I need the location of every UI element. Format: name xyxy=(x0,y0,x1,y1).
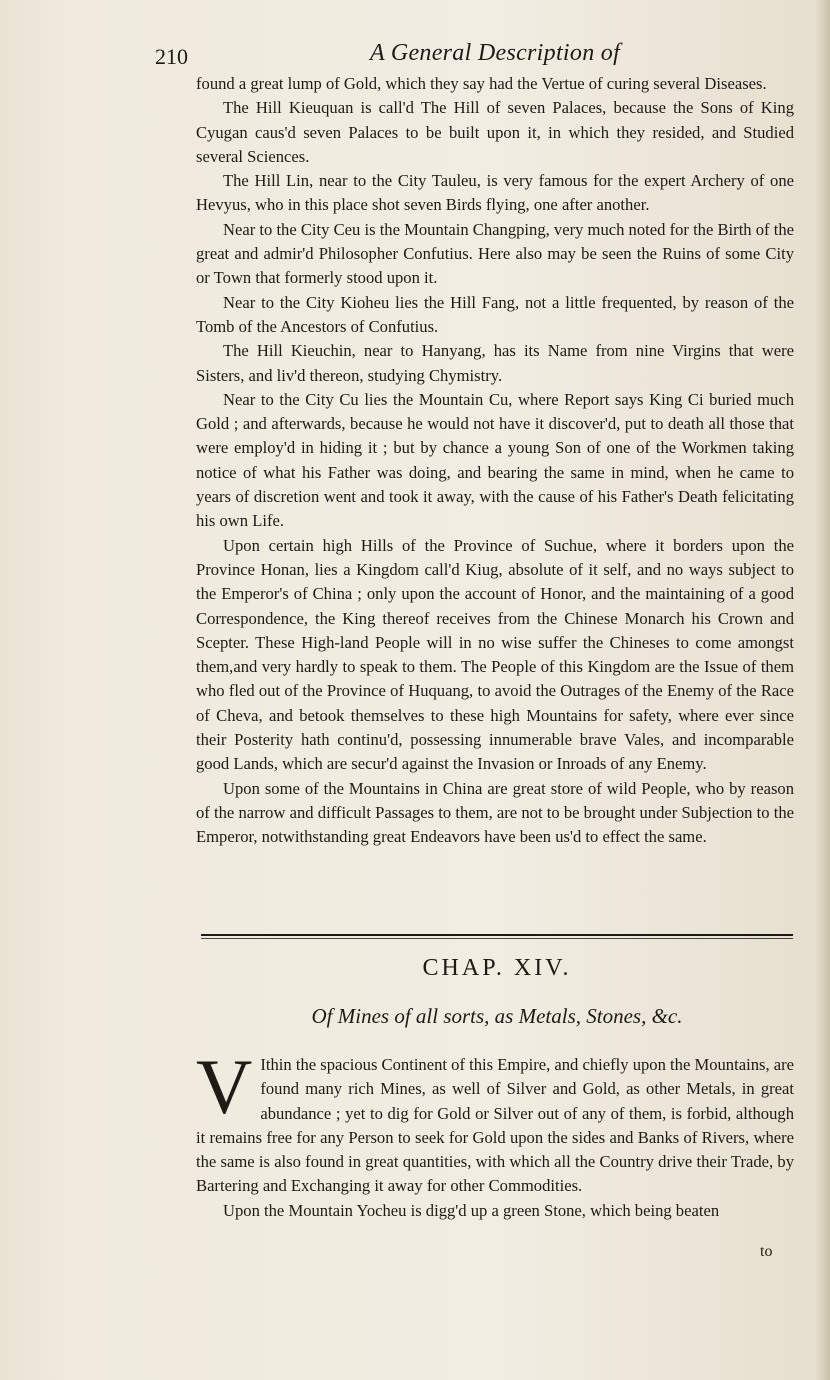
paragraph: The Hill Kieuchin, near to Hanyang, has its Name from nine Virgins that were Sisters, and liv'd thereon, studying Chymistry. xyxy=(196,341,794,385)
paragraph: Near to the City Ceu is the Mountain Changping, very much noted for the Birth of the great and admir'd Philosopher Confutius. Here also may be seen the Ruins of some City or Town that formerly stood upon it. xyxy=(196,219,794,288)
page-header xyxy=(155,40,795,76)
page-number: 210 xyxy=(155,44,188,69)
body-text xyxy=(196,72,794,850)
paragraph: Upon certain high Hills of the Province of Suchue, where it borders upon the Province Honan, lies a Kingdom call'd Kiug, absolute of it self, and no ways subject to the Emperor's of China ; only upon the account of Honor, and the maintaining of a good Correspondence, the King thereof receives from the Chinese Monarch his Crown and Scepter. These High-land People will in no wise suffer the Chineses to come amongst them,and very hardly to speak to them. The People of this Kingdom are the Issue of them who fled out of the Province of Huquang, to avoid the Outrages of the Enemy of the Race of Cheva, and betook themselves to these high Mountains for safety, where ever since their Posterity hath continu'd, possessing innumerable brave Vales, and incomparable good Lands, which are secur'd against the Invasion or Inroads of any Enemy. xyxy=(196,535,794,774)
drop-cap: V xyxy=(196,1043,253,1130)
chapter-first-paragraph-text: Ithin the spacious Continent of this Empire, and chiefly upon the Mountains, are found many rich Mines, as well of Silver and Gold, as other Metals, in great abundance ; yet to dig for Gold or Silver out of any of them, is forbid, although it remains free for any Person to seek for Gold upon the sides and Banks of Rivers, where the same is also found in great quantities, with which all the Country drive their Trade, by Bartering and Exchanging it away for other Commodities. xyxy=(196,1055,795,1196)
running-title: A General Description of xyxy=(370,40,621,66)
paragraph: found a great lump of Gold, which they say had the Vertue of curing several Diseases. xyxy=(196,74,767,93)
chapter-heading: CHAP. XIV. xyxy=(422,955,572,981)
catchword: to xyxy=(760,1243,773,1260)
paragraph: Near to the City Cu lies the Mountain Cu, where Report says King Ci buried much Gold ; and afterwards, because he would not have it discover'd, put to death all those that were employ'd in hiding it ; but by chance a young Son of one of the Workmen taking notice of what his Father was doing, and bearing the same in mind, when he came to years of discretion went and took it away, with the cause of his Father's Death felicitating his own Life. xyxy=(196,389,794,531)
chapter-first-paragraph xyxy=(196,1043,795,1199)
paragraph: Near to the City Kioheu lies the Hill Fang, not a little frequented, by reason of the Tomb of the Ancestors of Confutius. xyxy=(196,292,794,336)
page-gutter xyxy=(816,0,830,1380)
chapter-text xyxy=(196,1043,795,1223)
paragraph: The Hill Lin, near to the City Tauleu, is very famous for the expert Archery of one Hevyus, who in this place shot seven Birds flying, one after another. xyxy=(196,171,794,215)
paragraph: Upon some of the Mountains in China are great store of wild People, who by reason of the narrow and difficult Passages to them, are not to be brought under Subjection to the Emperor, notwithstanding great Endeavors have been us'd to effect the same. xyxy=(196,778,794,847)
section-rule xyxy=(201,934,793,936)
chapter-subtitle: Of Mines of all sorts, as Metals, Stones, &c. xyxy=(311,1004,683,1028)
paragraph: The Hill Kieuquan is call'd The Hill of seven Palaces, because the Sons of King Cyugan caus'd seven Palaces to be built upon it, in which they resided, and Studied several Sciences. xyxy=(196,98,794,166)
section-rule-thin xyxy=(201,938,793,939)
chapter-second-paragraph: Upon the Mountain Yocheu is digg'd up a green Stone, which being beaten xyxy=(223,1200,720,1220)
